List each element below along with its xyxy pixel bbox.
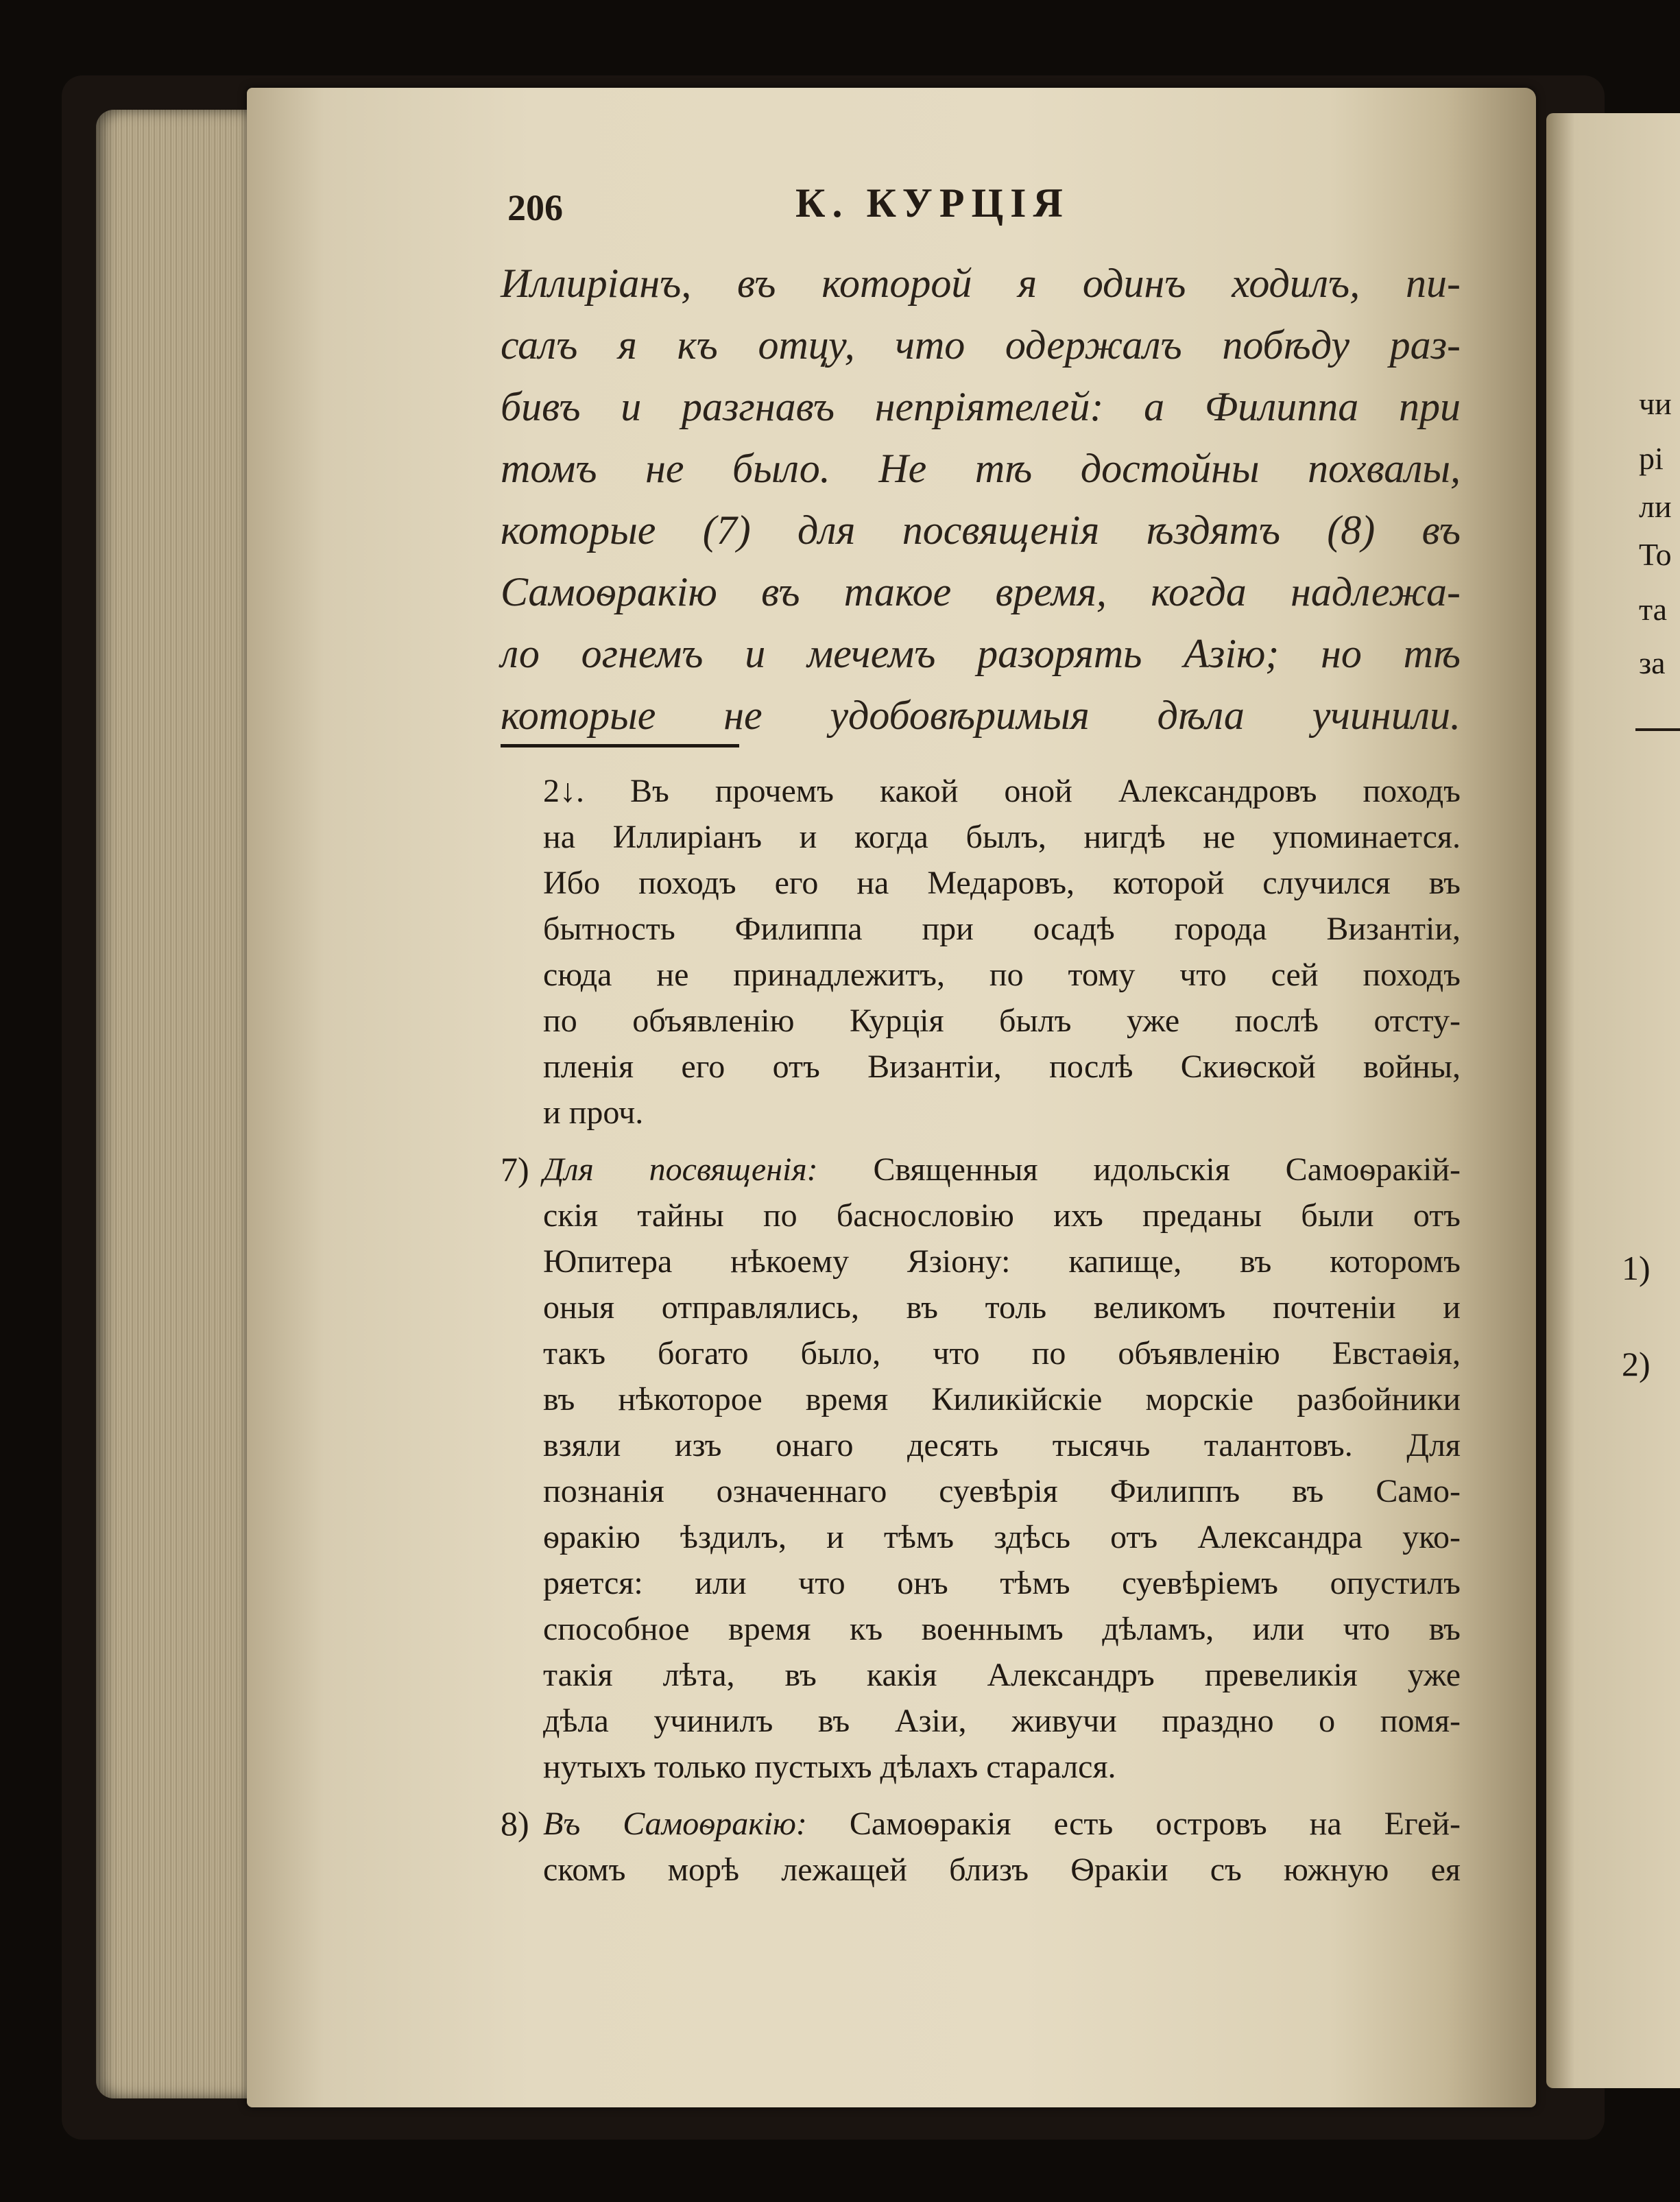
footnote-line: по объявленію Курція былъ уже послѣ отсту-: [543, 1003, 1461, 1039]
footnote-line: въ нѣкоторое время Киликійскіе морскіе разбойники: [543, 1381, 1461, 1417]
main-text-line: которые не удобовѣримыя дѣла учинили.: [501, 693, 1461, 738]
footnote-line: такія лѣта, въ какія Александръ превеликія уже: [543, 1657, 1461, 1693]
running-head: К. КУРЦІЯ: [795, 180, 1070, 226]
footnote-line: скія тайны по баснословію ихъ преданы были отъ: [543, 1197, 1461, 1234]
footnote-lead: Въ Самоѳракію:: [543, 1806, 807, 1842]
footnote-lead: Для посвященія:: [543, 1151, 818, 1188]
footnote-line: оныя отправлялись, въ толь великомъ почтеніи и: [543, 1289, 1461, 1326]
footnote-continued: [501, 768, 1461, 1136]
facing-page-fragment: То: [1639, 537, 1672, 572]
page-header: [507, 180, 1467, 235]
facing-page-fragment: та: [1639, 592, 1668, 627]
footnote-line: Ибо походъ его на Медаровъ, которой случился въ: [543, 865, 1461, 901]
facing-page-fragment: ли: [1639, 489, 1672, 524]
footnote-line: дѣла учинилъ въ Азіи, живучи праздно о помя-: [543, 1703, 1461, 1739]
main-text-line: салъ я къ отцу, что одержалъ побѣду раз-: [501, 322, 1461, 368]
footnote-separator: [501, 744, 739, 747]
footnote-line: сюда не принадлежитъ, по тому что сей походъ: [543, 957, 1461, 993]
facing-page-note-number: 2): [1622, 1345, 1651, 1383]
main-text-line: Самоѳракію въ такое время, когда надлежа-: [501, 569, 1461, 614]
footnote-text: Самоѳракія есть островъ на Егей-: [849, 1806, 1461, 1842]
footnotes: [501, 768, 1461, 1893]
footnote-line: и проч.: [543, 1094, 644, 1131]
footnote-line: познанія означеннаго суевѣрія Филиппъ въ Само-: [543, 1473, 1461, 1509]
footnote-line: бытность Филиппа при осадѣ города Византіи,: [543, 911, 1461, 947]
facing-page-fragment: чи: [1639, 386, 1672, 421]
main-text-line: ло огнемъ и мечемъ разорять Азію; но тѣ: [501, 631, 1461, 676]
footnote-line: ѳракію ѣздилъ, и тѣмъ здѣсь отъ Александра уко-: [543, 1519, 1461, 1555]
footnote-line: [543, 1147, 1461, 1193]
footnote-line: способное время къ военнымъ дѣламъ, или что въ: [543, 1611, 1461, 1647]
footnote-line: нутыхъ только пустыхъ дѣлахъ старался.: [543, 1749, 1116, 1785]
footnote-number: 8): [501, 1804, 529, 1843]
footnote-line: Юпитера нѣкоему Язіону: капище, въ которомъ: [543, 1243, 1461, 1280]
footnote-line: [543, 1801, 1461, 1847]
main-text-line: которые (7) для посвященія ѣздятъ (8) въ: [501, 507, 1461, 553]
main-text-line: томъ не было. Не тѣ достойны похвалы,: [501, 446, 1461, 491]
footnote-line: на Иллиріанъ и когда былъ, нигдѣ не упоминается.: [543, 819, 1461, 855]
main-text-line: Иллиріанъ, въ которой я одинъ ходилъ, пи-: [501, 261, 1461, 306]
footnote-line: взяли изъ онаго десять тысячь талантовъ. Для: [543, 1427, 1461, 1463]
main-text-line: бивъ и разгнавъ непріятелей: а Филиппа при: [501, 384, 1461, 429]
page-number: 206: [507, 187, 563, 228]
footnote-number: 7): [501, 1150, 529, 1188]
facing-page-rule: [1635, 728, 1680, 731]
footnote-8: [501, 1801, 1461, 1893]
footnote-line: скомъ морѣ лежащей близъ Ѳракіи съ южную ея: [543, 1852, 1461, 1888]
facing-page-fragment: рі: [1639, 441, 1664, 476]
footnote-line: пленія его отъ Византіи, послѣ Скиѳской войны,: [543, 1049, 1461, 1085]
facing-page-fragment: за: [1639, 645, 1666, 680]
footnote-line: ряется: или что онъ тѣмъ суевѣріемъ опустилъ: [543, 1565, 1461, 1601]
footnote-7: [501, 1147, 1461, 1790]
main-text: [501, 252, 1461, 746]
footnote-text: Священныя идольскія Самоѳракій-: [873, 1151, 1461, 1188]
footnote-line: такъ богато было, что по объявленію Евстаѳія,: [543, 1335, 1461, 1372]
footnote-line: 2↓. Въ прочемъ какой оной Александровъ походъ: [543, 773, 1461, 809]
facing-page-note-number: 1): [1622, 1249, 1651, 1287]
